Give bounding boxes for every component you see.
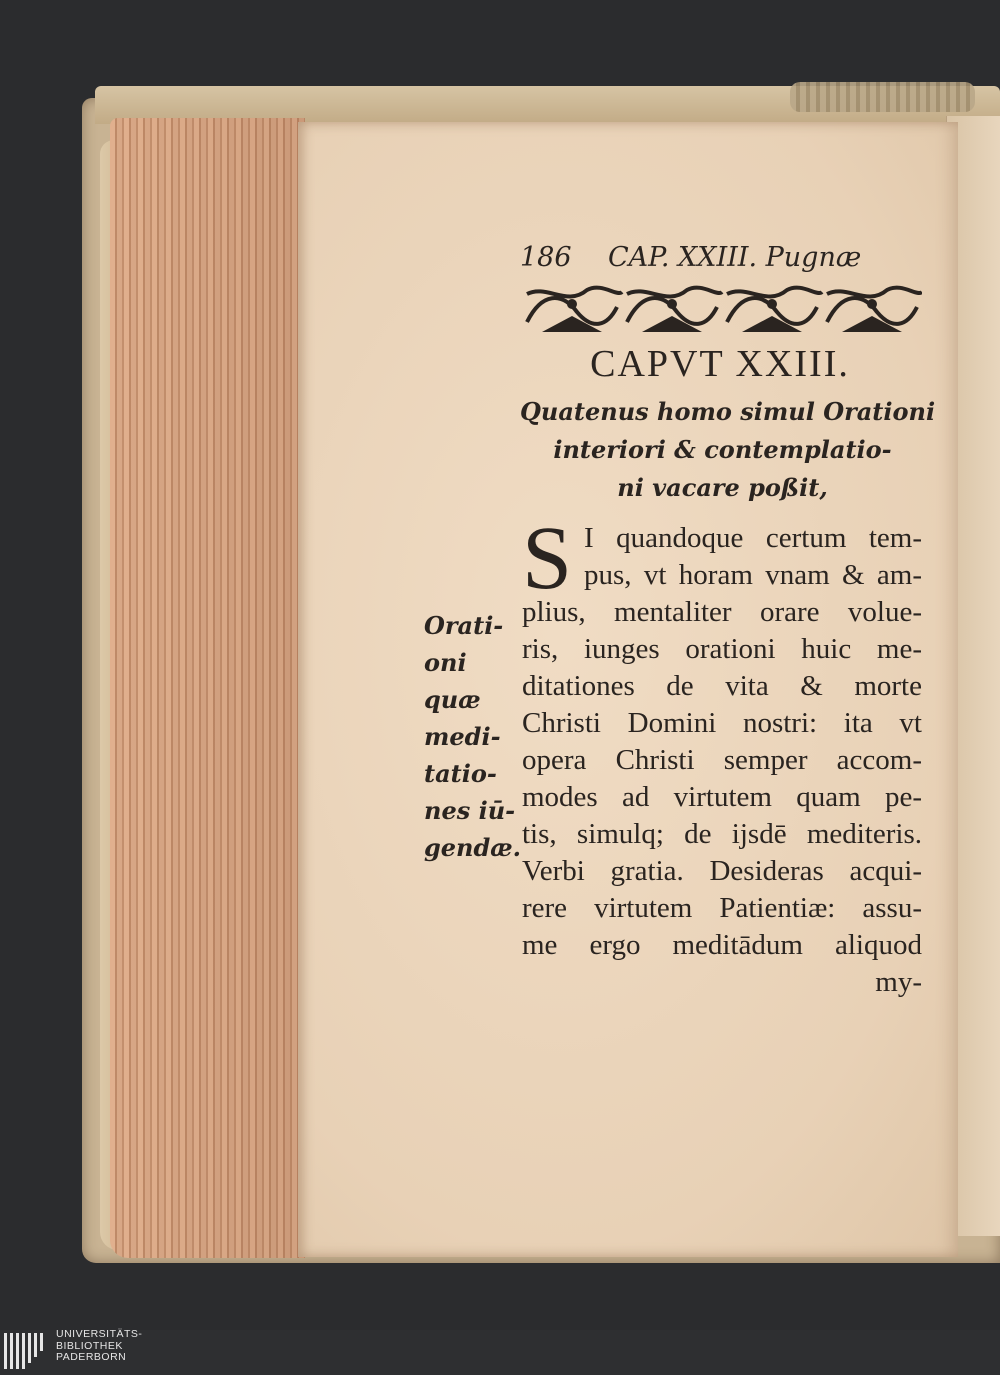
text-line: plius, mentaliter orare volue- <box>522 596 922 628</box>
text-line: tis, simulq; de ijsdē mediteris. <box>522 818 922 850</box>
text-line: Christi Domini nostri: ita vt <box>522 707 922 739</box>
text-line: opera Christi semper accom- <box>522 744 922 776</box>
margin-note-line: tatio- <box>424 759 497 788</box>
margin-note-line: Orati- <box>424 611 504 640</box>
chapter-subtitle <box>520 393 936 507</box>
text-line: pus, vt horam vnam & am- <box>584 559 922 591</box>
margin-note <box>424 607 522 866</box>
text-line: ditationes de vita & morte <box>522 670 922 702</box>
library-name <box>56 1329 142 1364</box>
decorative-ornament <box>522 282 922 334</box>
running-header <box>520 242 920 276</box>
text-line: modes ad virtutem quam pe- <box>522 781 922 813</box>
subtitle-line: interiori & contemplatio- <box>553 435 892 464</box>
text-line: Verbi gratia. Desideras acqui- <box>522 855 922 887</box>
catchword: my- <box>875 966 922 998</box>
margin-note-line: gendæ. <box>424 833 521 862</box>
subtitle-line: Quatenus homo simul Orationi <box>520 397 936 426</box>
page-number: 186 <box>520 242 572 273</box>
text-line: I quandoque certum tem- <box>584 522 922 554</box>
text-line: me ergo meditādum aliquod <box>522 929 922 961</box>
body-text <box>522 509 922 1001</box>
library-line: BIBLIOTHEK <box>56 1339 123 1352</box>
margin-note-line: oni <box>424 648 467 677</box>
page-edges <box>110 118 305 1258</box>
drop-cap: S <box>522 509 573 608</box>
footer-bar <box>0 1330 1000 1375</box>
text-line: ris, iunges orationi huic me- <box>522 633 922 665</box>
library-line: UNIVERSITÄTS- <box>56 1328 143 1340</box>
headband <box>790 82 975 112</box>
library-logo-icon <box>4 1333 44 1369</box>
chapter-title: CAPVT XXIII. <box>590 343 850 385</box>
margin-note-line: quæ <box>424 685 481 714</box>
margin-note-line: nes iū- <box>424 796 516 825</box>
running-head: CAP. XXIII. Pugnæ <box>608 242 862 273</box>
margin-note-line: medi- <box>424 722 501 751</box>
library-line: PADERBORN <box>56 1351 127 1363</box>
subtitle-line: ni vacare poßit, <box>617 473 828 502</box>
text-line: rere virtutem Patientiæ: assu- <box>522 892 922 924</box>
